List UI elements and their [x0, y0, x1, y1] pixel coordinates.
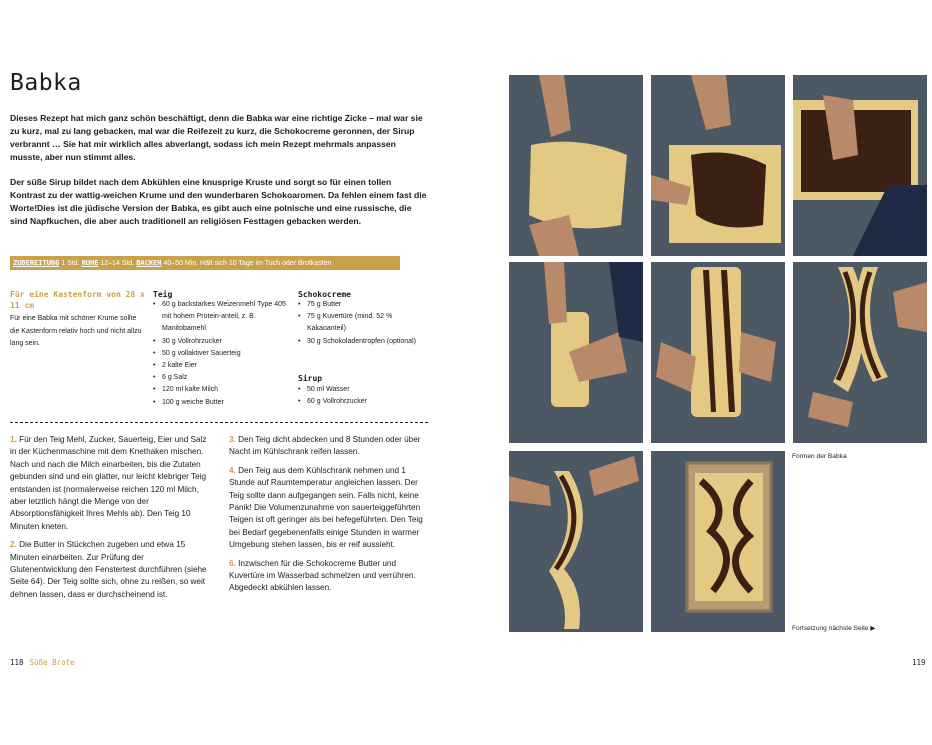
- step-text: Inzwischen für die Schokocreme Butter und Kuvertüre im Wasserbad schmelzen und verrühren. Abgedeckt abkühlen lassen.: [229, 558, 416, 593]
- step-number: 2.: [10, 540, 17, 550]
- page-title: Babka: [10, 70, 82, 96]
- step-3: [229, 434, 429, 459]
- photo-rolling-log: [509, 262, 643, 443]
- ingredient-item: • 75 g Kuvertüre (mind. 52 % Kakaoanteil): [298, 311, 423, 335]
- step-number: 1.: [10, 435, 17, 444]
- chocolate-cream-ingredient-list: [298, 299, 423, 348]
- timing-info-bar: [10, 256, 400, 270]
- photo-braided-dough: [509, 451, 643, 632]
- right-page-number: 119: [912, 658, 926, 667]
- left-page-number: 118: [10, 658, 24, 667]
- rest-value: 12–14 Std.: [100, 260, 135, 267]
- chocolate-cream-heading: Schokocreme: [298, 290, 351, 299]
- ingredient-item: • 50 ml Wasser: [298, 384, 423, 396]
- continue-note: Fortsetzung nächste Seite ▶: [792, 625, 876, 632]
- ingredient-item: • 60 g backstarkes Weizenmehl Type 405 mit hohem Protein-anteil, z. B. Manitobamehl: [153, 299, 293, 336]
- step-number: 4.: [229, 465, 236, 475]
- photo-caption: Formen der Babka: [792, 453, 847, 460]
- bake-label: BACKEN: [136, 259, 162, 267]
- storage-note: Hält sich 10 Tage im Tuch oder Brotkasten: [200, 260, 332, 267]
- steps-column-1: [10, 434, 210, 607]
- syrup-ingredient-list: [298, 384, 423, 408]
- step-text: Die Butter in Stückchen zugeben und etwa 15 Minuten einarbeiten. Zur Prüfung der Glutenentwicklung den Fenstertest durchführen (siehe Seite 64). Der Teig sollte sich, ohne zu reißen, so weit dehnen lassen, dass er durchscheinend ist.: [10, 540, 207, 599]
- photo-chocolate-spread: [793, 75, 927, 256]
- step-text: Den Teig dicht abdecken und 8 Stunden oder über Nacht im Kühlschrank reifen lassen.: [229, 435, 421, 457]
- prep-label: ZUBEREITUNG: [13, 259, 60, 267]
- ingredient-item: • 6 g Salz: [153, 372, 293, 384]
- syrup-heading: Sirup: [298, 374, 323, 383]
- ingredient-item: • 120 ml kalte Milch: [153, 384, 293, 396]
- pan-size-heading: Für eine Kastenform von 28 x 11 cm: [10, 290, 145, 310]
- ingredient-item: • 75 g Butter: [298, 299, 423, 311]
- bake-value: 40–50 Min.: [163, 260, 199, 267]
- section-divider: [10, 422, 428, 423]
- prep-value: 1 Std.: [61, 260, 80, 267]
- photo-twisting-strands: [793, 262, 927, 443]
- photo-dough-rolled-out: [509, 75, 643, 256]
- rest-label: RUHE: [81, 259, 99, 267]
- ingredient-item: • 30 g Schokoladentropfen (optional): [298, 336, 423, 348]
- pan-size-note: Für eine Babka mit schöner Krume sollte die Kastenform relativ hoch und nicht allzu lang sein.: [10, 315, 142, 347]
- ingredient-item: • 60 g Vollrohrzucker: [298, 396, 423, 408]
- intro-paragraph-1: Dieses Rezept hat mich ganz schön beschäftigt, denn die Babka war eine richtige Zicke – mal war sie zu kurz, mal zu lang gebacken, mal war die Reifezeit zu kurz, die Schokocreme geronnen, der Sirup verbrannt … Sie hat mir wirklich alles abverlangt, sodass ich mein Rezept mehrmals anpassen musste, aber nun stimmt alles.: [10, 113, 423, 162]
- ingredient-item: • 50 g vollaktiver Sauerteig: [153, 348, 293, 360]
- step-2: [10, 539, 210, 601]
- ingredient-item: • 30 g Vollrohrzucker: [153, 336, 293, 348]
- ingredient-item: • 2 kalte Eier: [153, 360, 293, 372]
- step-text: Für den Teig Mehl, Zucker, Sauerteig, Eier und Salz in der Küchenmaschine mit dem Knethaken mischen. Nach und nach die Milch einarbeiten, bis die Zutaten gebunden sind und ein glatter, nur leicht klebriger Teig entstanden ist (normalerweise reichen 120 ml Milch, aber letztlich hängt die Menge von der Absorptionsfähigkeit Ihres Mehls ab). Den Teig 10 Minuten kneten.: [10, 435, 207, 531]
- intro-paragraph-2: Der süße Sirup bildet nach dem Abkühlen eine knusprige Kruste und sorgt so für einen tollen Kontrast zu der wattig-weichen Krume und den wunderbaren Schokoaromen. Da fehlen einem fast die Worte!Dies ist die jüdische Version der Babka, es gibt auch eine polnische und eine russische, die sind Napfkuchen, die aber auch traditionell an religiösen Festtagen gebacken werden.: [10, 177, 427, 226]
- photo-babka-in-pan: [651, 451, 785, 632]
- ingredient-item: • 100 g weiche Butter: [153, 397, 293, 409]
- step-number: 3.: [229, 435, 236, 444]
- step-number: 6.: [229, 558, 236, 568]
- steps-column-2: [229, 434, 429, 601]
- dough-heading: Teig: [153, 290, 173, 299]
- dough-ingredient-list: [153, 299, 293, 409]
- left-folio: [10, 658, 75, 667]
- step-text: Den Teig aus dem Kühlschrank nehmen und 1 Stunde auf Raumtemperatur angleichen lassen. Der Teig sollte dann aufgegangen sein. Falls nicht, keine Panik! Die Volumenzunahme von sauerteiggeführten Teigen ist oft geringer als bei hefegeführten. Den Teig bei Bedarf gegebenenfalls einige Stunden in warmer Umgebung stehen lassen, bis er reif aussieht.: [229, 465, 423, 550]
- step-6: [229, 558, 429, 595]
- step-4: [229, 465, 429, 552]
- step-1: [10, 434, 210, 533]
- photo-spreading-chocolate: [651, 75, 785, 256]
- photo-cut-log: [651, 262, 785, 443]
- section-name: Süße Brote: [29, 658, 75, 667]
